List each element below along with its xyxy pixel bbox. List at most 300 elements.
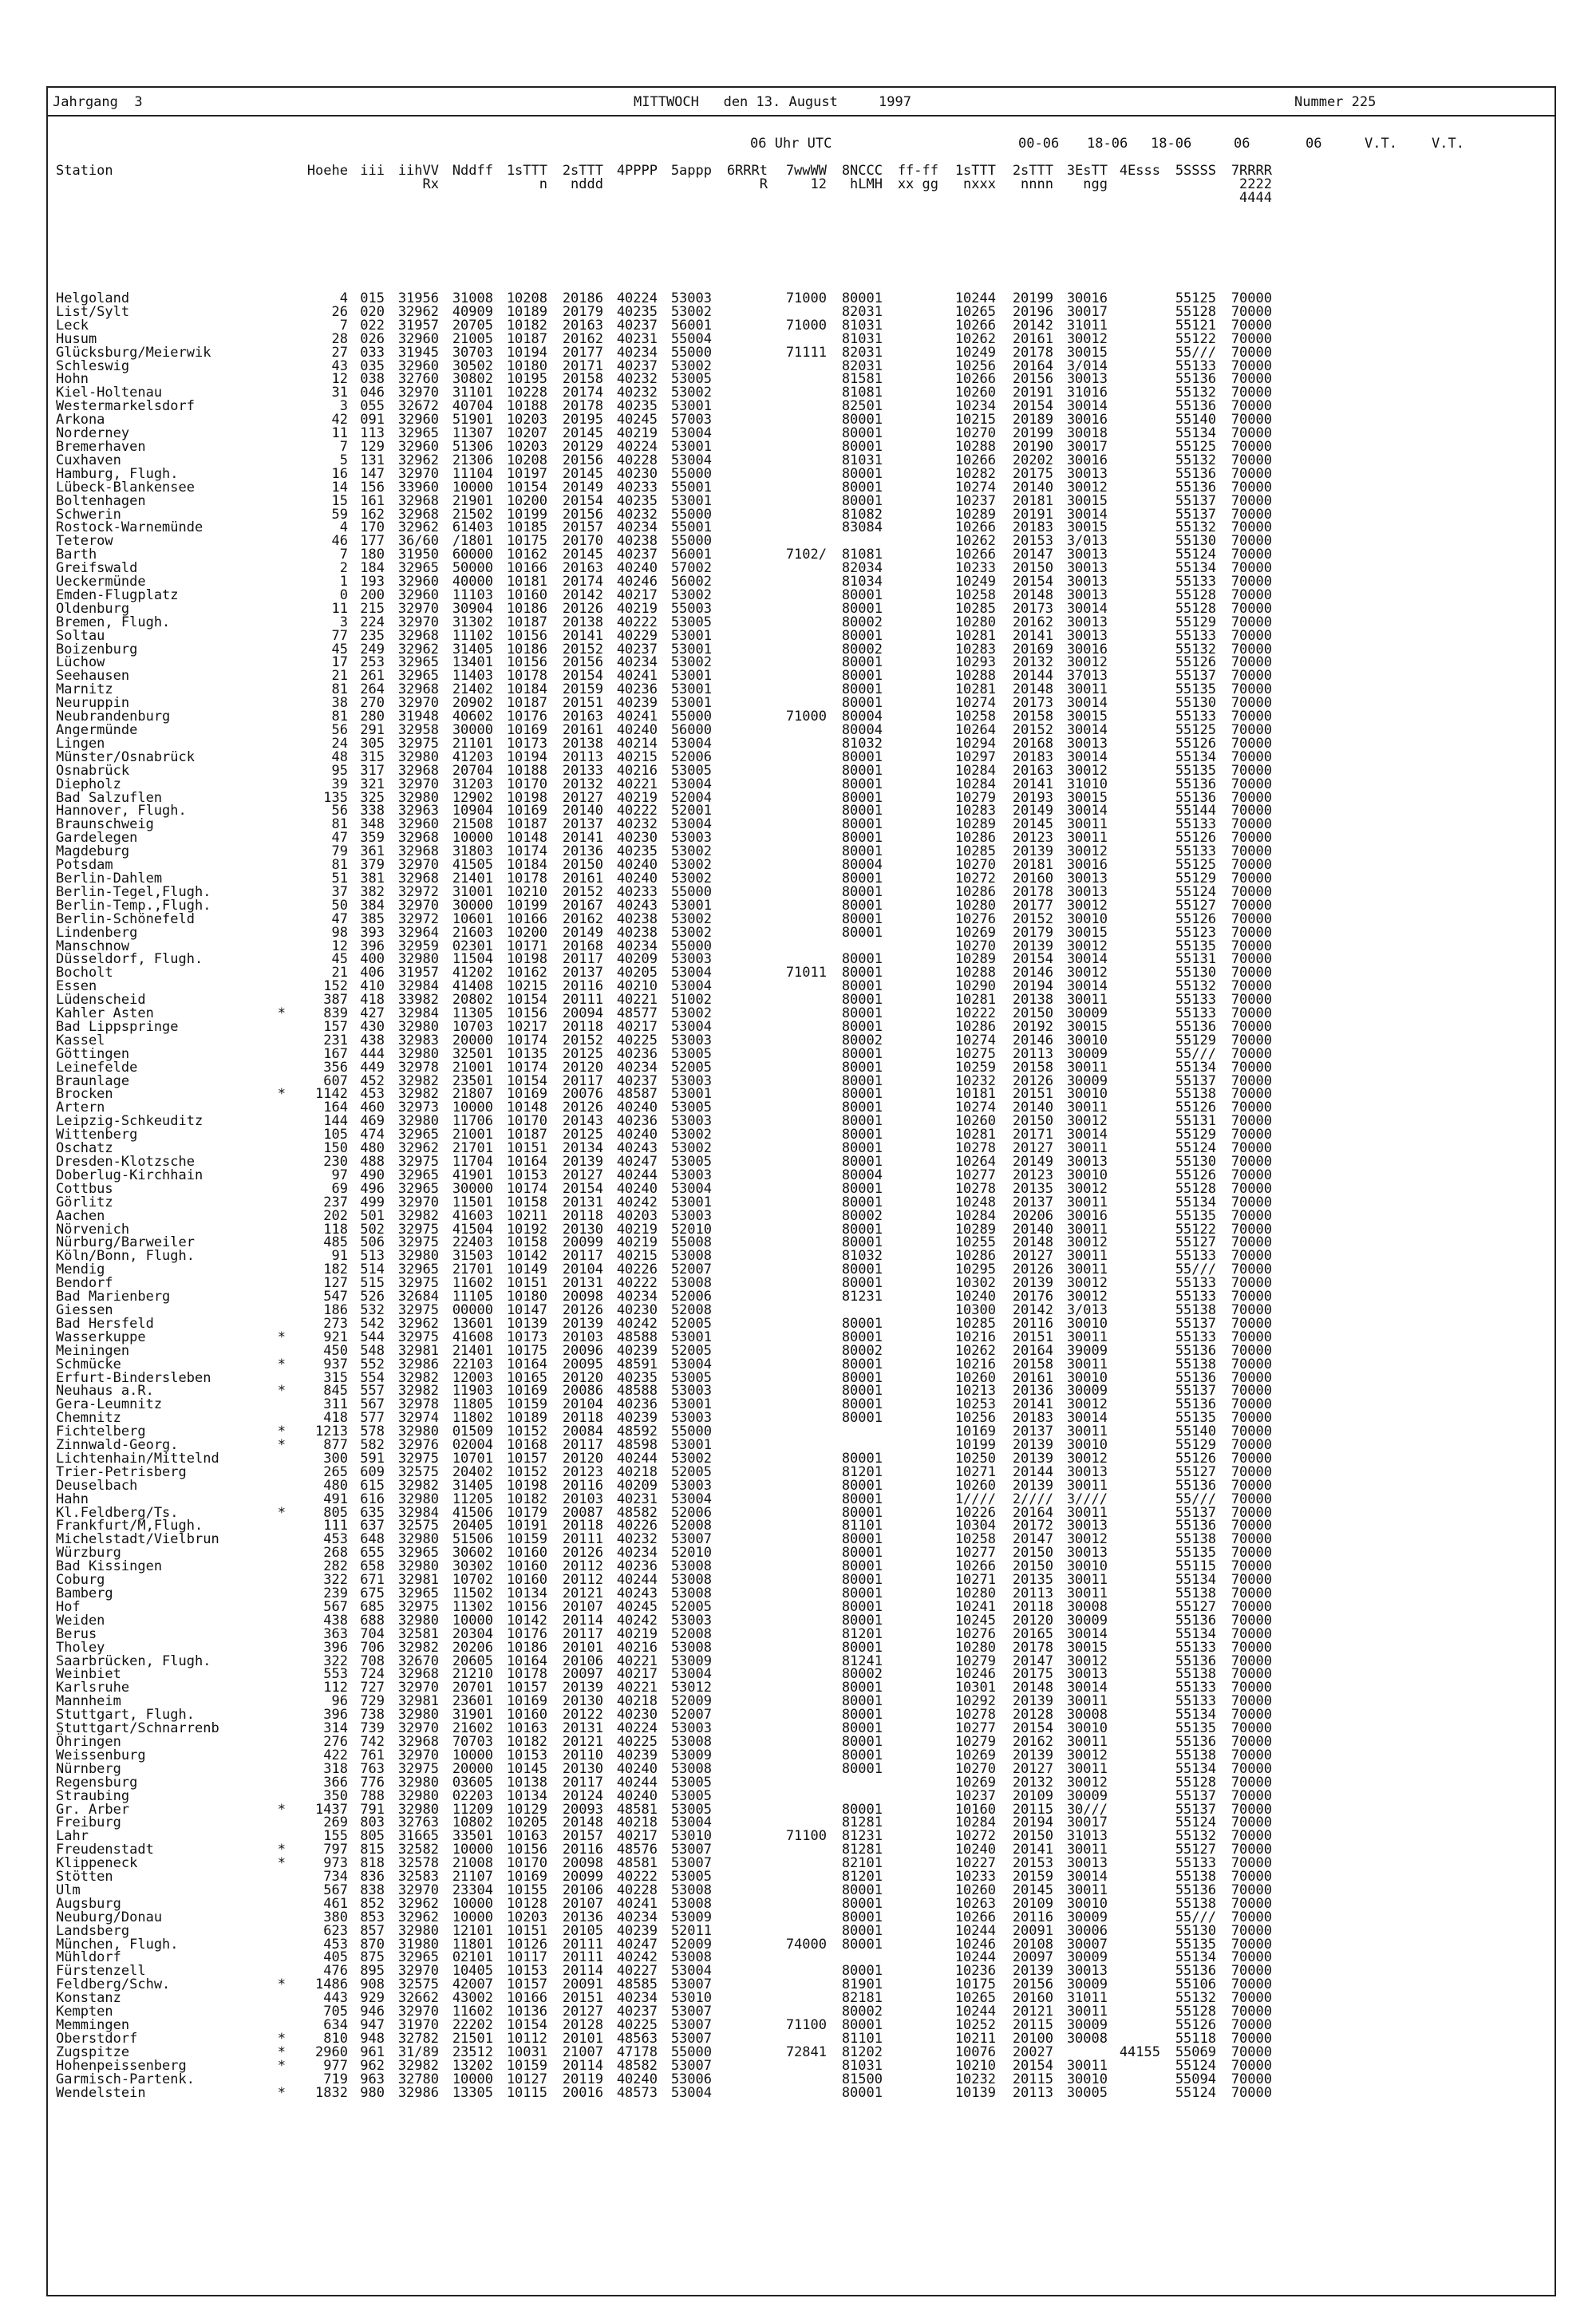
cell-w [768, 643, 827, 657]
cell-r [712, 872, 768, 886]
cell-a: 53007 [670, 2057, 712, 2074]
cell-t4: 20127 [1012, 1760, 1053, 1777]
cell-t3: 10302 [954, 1275, 996, 1292]
cell-a: 53005 [670, 371, 712, 388]
cell-r [712, 859, 768, 872]
cell-a: 53004 [670, 1491, 712, 1507]
cell-ff [883, 656, 938, 669]
cell-t1: 10160 [506, 1558, 547, 1575]
cell-t4: 20115 [1012, 2017, 1053, 2033]
cell-iii: 577 [360, 1410, 385, 1427]
cell-t1: 10169 [506, 1693, 547, 1710]
cell-t3: 10297 [954, 748, 996, 765]
cell-iii: 578 [360, 1424, 385, 1440]
cell-e: 30015 [1066, 709, 1108, 725]
cell-es [1108, 1372, 1160, 1385]
cell-t1: 10162 [506, 547, 547, 563]
cell-hoehe: 12 [331, 371, 348, 388]
cell-s: 55094 [1175, 2071, 1216, 2087]
cell-nddff: 21210 [452, 1666, 493, 1683]
cell-s: 55133 [1175, 1693, 1216, 1710]
station-name [56, 357, 289, 374]
cell-n: 81031 [841, 452, 883, 468]
cell-iii: 557 [360, 1383, 385, 1400]
cell-n: 80002 [841, 2004, 883, 2020]
cell-iihvv: 32973 [397, 1100, 439, 1116]
cell-t2: 20120 [562, 1059, 603, 1076]
cell-e: 30014 [1066, 722, 1108, 738]
cell-t3: 10199 [954, 1437, 996, 1454]
cell-a: 53008 [670, 1895, 712, 1912]
cell-e: 30013 [1066, 547, 1108, 563]
cell-n: 80001 [841, 1383, 883, 1400]
cell-n: 80001 [841, 1720, 883, 1737]
cell-rr: 70000 [1231, 1301, 1272, 1318]
cell-n: 80001 [841, 1477, 883, 1494]
cell-e: 30011 [1066, 1585, 1108, 1601]
cell-hoehe: 112 [323, 1680, 348, 1696]
cell-iihvv: 32975 [397, 1221, 439, 1238]
cell-a: 53002 [670, 1450, 712, 1467]
cell-nddff: 31901 [452, 1707, 493, 1724]
cell-p: 40240 [616, 722, 658, 738]
cell-r [712, 1304, 768, 1317]
cell-s: 55122 [1175, 330, 1216, 347]
cell-r [712, 683, 768, 697]
cell-t1: 10192 [506, 1221, 547, 1238]
cell-hoehe: 48 [331, 748, 348, 765]
cell-t2: 20142 [562, 586, 603, 603]
cell-a: 53003 [670, 290, 712, 306]
cell-s: 55126 [1175, 1167, 1216, 1183]
cell-t3: 10232 [954, 1072, 996, 1089]
cell-n: 80002 [841, 614, 883, 630]
cell-t2: 20107 [562, 1895, 603, 1912]
column-header-nddff [439, 192, 493, 205]
cell-n: 80001 [841, 762, 883, 779]
cell-iii: 055 [360, 398, 385, 415]
cell-rr: 70000 [1231, 2017, 1272, 2033]
cell-t2: 20124 [562, 1787, 603, 1804]
cell-t2: 20163 [562, 709, 603, 725]
cell-s: 55130 [1175, 533, 1216, 550]
cell-a: 53004 [670, 452, 712, 468]
cell-e: 31011 [1066, 1990, 1108, 2007]
cell-rr: 70000 [1231, 830, 1272, 847]
cell-ff [883, 1210, 938, 1223]
mountain-station-mark: * [277, 1005, 286, 1022]
cell-rr: 70000 [1231, 1289, 1272, 1305]
cell-t3: 10290 [954, 978, 996, 995]
uhr-label: 06 Uhr UTC [750, 136, 832, 152]
cell-ff [883, 872, 938, 886]
cell-ff [883, 1978, 938, 1992]
cell-iii: 035 [360, 357, 385, 374]
cell-w: 72841 [785, 2044, 827, 2060]
cell-t4: 20148 [1012, 681, 1053, 698]
cell-t4: 20128 [1012, 1707, 1053, 1724]
station-name-text: Karlsruhe [56, 1680, 130, 1696]
cell-iihvv: 32970 [397, 1747, 439, 1763]
cell-t3: 10279 [954, 1733, 996, 1750]
cell-iihvv: 32975 [397, 1450, 439, 1467]
cell-nddff: 10000 [452, 1895, 493, 1912]
station-name-text: Braunlage [56, 1072, 130, 1089]
cell-ff [883, 993, 938, 1007]
cell-es [1108, 669, 1160, 683]
station-name-text: Würzburg [56, 1545, 121, 1562]
cell-t3: 10260 [954, 1882, 996, 1898]
cell-t1: 10171 [506, 938, 547, 954]
cell-r [712, 1169, 768, 1183]
cell-t4: 20152 [1012, 910, 1053, 927]
cell-p: 40236 [616, 1396, 658, 1413]
cell-es [1108, 2059, 1160, 2073]
cell-a: 53002 [670, 357, 712, 374]
cell-es [1108, 1493, 1160, 1506]
cell-t4: 20158 [1012, 1356, 1053, 1372]
cell-p: 40234 [616, 654, 658, 671]
cell-a: 55001 [670, 479, 712, 496]
column-header-n: 8NCCC [841, 163, 883, 179]
cell-a: 53003 [670, 1072, 712, 1089]
cell-es [1108, 1776, 1160, 1790]
cell-r [712, 845, 768, 859]
cell-iii: 815 [360, 1842, 385, 1858]
cell-w [768, 1048, 827, 1061]
cell-s: 55135 [1175, 762, 1216, 779]
cell-n: 80004 [841, 722, 883, 738]
cell-t4: 20173 [1012, 695, 1053, 712]
cell-nddff: 21101 [452, 735, 493, 752]
cell-ff [883, 1681, 938, 1695]
cell-t2: 20106 [562, 1653, 603, 1669]
cell-t3: 10285 [954, 843, 996, 860]
cell-n: 83084 [841, 519, 883, 536]
cell-t1: 10217 [506, 1018, 547, 1035]
cell-r [712, 1911, 768, 1925]
cell-t2: 20143 [562, 1113, 603, 1130]
cell-ff [883, 1857, 938, 1870]
cell-n: 80001 [841, 1922, 883, 1939]
cell-t1: 10166 [506, 560, 547, 577]
cell-a: 52006 [670, 1504, 712, 1521]
cell-t4: 20109 [1012, 1787, 1053, 1804]
cell-s: 55134 [1175, 1625, 1216, 1642]
cell-w [768, 1681, 827, 1695]
cell-nddff: 10000 [452, 1747, 493, 1763]
column-header-hoehe [289, 192, 348, 205]
cell-hoehe: 230 [323, 1154, 348, 1170]
cell-n [827, 1425, 883, 1439]
cell-t2: 20116 [562, 1477, 603, 1494]
cell-t2: 20174 [562, 574, 603, 590]
cell-a: 53004 [670, 1963, 712, 1980]
cell-r [712, 764, 768, 778]
cell-iihvv: 32980 [397, 1558, 439, 1575]
station-name-text: Glücksburg/Meierwik [56, 344, 211, 361]
cell-t1: 10129 [506, 1801, 547, 1818]
cell-w [768, 1372, 827, 1385]
cell-r [712, 656, 768, 669]
cell-e: 30014 [1066, 978, 1108, 995]
cell-nddff: 11502 [452, 1585, 493, 1601]
cell-r [712, 1223, 768, 1237]
table-row [56, 1790, 1272, 1803]
cell-t4: 20172 [1012, 1518, 1053, 1534]
cell-p: 40236 [616, 1045, 658, 1062]
cell-t3: 10253 [954, 1396, 996, 1413]
cell-t4: 20113 [1012, 1585, 1053, 1601]
cell-hoehe: 42 [331, 412, 348, 428]
cell-s: 55138 [1175, 1531, 1216, 1548]
cell-w [768, 1183, 827, 1196]
cell-p: 40243 [616, 1585, 658, 1601]
cell-s: 55130 [1175, 1922, 1216, 1939]
cell-t3: 10283 [954, 803, 996, 819]
cell-nddff: 10703 [452, 1018, 493, 1035]
station-name-text: Mannheim [56, 1693, 121, 1710]
cell-a: 53008 [670, 1585, 712, 1601]
cell-e: 30011 [1066, 830, 1108, 847]
cell-iihvv: 31/89 [397, 2044, 439, 2060]
cell-t2: 20117 [562, 951, 603, 968]
cell-a: 53002 [670, 924, 712, 941]
cell-rr: 70000 [1231, 1612, 1272, 1629]
cell-hoehe: 51 [331, 870, 348, 887]
cell-p: 40231 [616, 1491, 658, 1507]
cell-e: 30013 [1066, 1855, 1108, 1872]
cell-p: 40232 [616, 816, 658, 833]
cell-t2: 20096 [562, 1342, 603, 1359]
cell-n: 81201 [841, 1463, 883, 1480]
station-name-text: Neubrandenburg [56, 709, 171, 725]
station-name-text: Boizenburg [56, 641, 138, 657]
cell-iii: 400 [360, 951, 385, 968]
cell-w [768, 481, 827, 495]
cell-r [712, 535, 768, 548]
cell-t3: 10240 [954, 1289, 996, 1305]
cell-rr: 70000 [1231, 1680, 1272, 1696]
cell-t1: 10164 [506, 1356, 547, 1372]
cell-rr: 70000 [1231, 1154, 1272, 1170]
cell-iihvv: 32962 [397, 303, 439, 320]
cell-iihvv: 32965 [397, 1545, 439, 1562]
cell-nddff: 21501 [452, 2030, 493, 2047]
cell-hoehe: 167 [323, 1045, 348, 1062]
cell-w [768, 1708, 827, 1722]
cell-nddff: 10601 [452, 910, 493, 927]
cell-p: 40209 [616, 951, 658, 968]
cell-p: 48581 [616, 1855, 658, 1872]
cell-e: 30011 [1066, 1733, 1108, 1750]
cell-es [1108, 1897, 1160, 1911]
cell-iii: 554 [360, 1369, 385, 1386]
column-header-p [603, 178, 658, 192]
cell-es [1108, 1506, 1160, 1520]
cell-t4: 20154 [1012, 2057, 1053, 2074]
station-name-text: Bad Lippspringe [56, 1018, 179, 1035]
cell-a: 53001 [670, 1437, 712, 1454]
cell-s: 55125 [1175, 290, 1216, 306]
cell-n: 82031 [841, 303, 883, 320]
cell-n: 80001 [841, 1005, 883, 1022]
mountain-station-mark: * [277, 1855, 286, 1872]
cell-nddff: 11205 [452, 1491, 493, 1507]
cell-w [768, 1911, 827, 1925]
cell-ff [883, 1223, 938, 1237]
cell-ff [883, 899, 938, 913]
cell-e: 30009 [1066, 1383, 1108, 1400]
cell-t3: 10289 [954, 506, 996, 523]
cell-a: 53001 [670, 641, 712, 657]
cell-t3: 10289 [954, 816, 996, 833]
cell-ff [883, 1263, 938, 1277]
cell-iihvv: 32970 [397, 614, 439, 630]
cell-r [712, 993, 768, 1007]
cell-nddff: 22103 [452, 1356, 493, 1372]
cell-s: 55124 [1175, 1140, 1216, 1157]
cell-rr: 70000 [1231, 1545, 1272, 1562]
cell-w [768, 468, 827, 481]
column-header-t4: nnnn [1021, 176, 1053, 192]
cell-ff [883, 1169, 938, 1183]
cell-rr: 70000 [1231, 1990, 1272, 2007]
cell-n: 80001 [841, 1221, 883, 1238]
cell-ff [883, 1493, 938, 1506]
cell-nddff: 11805 [452, 1396, 493, 1413]
cell-w [768, 656, 827, 669]
cell-n: 80001 [841, 290, 883, 306]
cell-r [712, 804, 768, 818]
cell-es [1108, 1614, 1160, 1628]
cell-t3: 10266 [954, 519, 996, 536]
column-header-ff: xx gg [897, 176, 938, 192]
cell-hoehe: 314 [323, 1720, 348, 1737]
cell-p: 40240 [616, 1127, 658, 1143]
cell-t3: 10286 [954, 1248, 996, 1265]
cell-nddff: 11706 [452, 1113, 493, 1130]
station-name-text: Gera-Leumnitz [56, 1396, 163, 1413]
cell-e: 37013 [1066, 668, 1108, 685]
cell-t2: 20171 [562, 357, 603, 374]
station-name-text: Nürnberg [56, 1760, 121, 1777]
cell-es [1108, 495, 1160, 508]
cell-hoehe: 268 [323, 1545, 348, 1562]
cell-t4: 20139 [1012, 1275, 1053, 1292]
cell-rr: 70000 [1231, 1531, 1272, 1548]
cell-t2: 20126 [562, 1100, 603, 1116]
cell-p: 40225 [616, 2017, 658, 2033]
cell-r [712, 481, 768, 495]
cell-rr: 70000 [1231, 344, 1272, 361]
cell-n: 80001 [841, 1895, 883, 1912]
cell-s: 55132 [1175, 1828, 1216, 1845]
cell-e: 30013 [1066, 465, 1108, 482]
cell-s: 55135 [1175, 1207, 1216, 1224]
cell-e: 30011 [1066, 1356, 1108, 1372]
cell-t2: 20113 [562, 748, 603, 765]
cell-rr: 70000 [1231, 1262, 1272, 1278]
cell-r [712, 400, 768, 413]
cell-t1: 10186 [506, 641, 547, 657]
cell-n: 80001 [841, 695, 883, 712]
cell-hoehe: 438 [323, 1612, 348, 1629]
cell-hoehe: 11 [331, 600, 348, 617]
cell-n: 80001 [841, 1760, 883, 1777]
cell-s: 55121 [1175, 317, 1216, 334]
column-header-t2: nddd [571, 176, 603, 192]
cell-nddff: 10701 [452, 1450, 493, 1467]
cell-e: 30014 [1066, 951, 1108, 968]
cell-rr: 70000 [1231, 1922, 1272, 1939]
cell-rr: 70000 [1231, 668, 1272, 685]
cell-w [768, 1277, 827, 1290]
station-name-text: Kl.Feldberg/Ts. [56, 1504, 179, 1521]
cell-es [1108, 1452, 1160, 1466]
cell-es [1108, 1236, 1160, 1250]
cell-a: 53004 [670, 425, 712, 442]
cell-iii: 162 [360, 506, 385, 523]
cell-rr: 70000 [1231, 1140, 1272, 1157]
cell-e: 30011 [1066, 2004, 1108, 2020]
cell-t1: 10207 [506, 425, 547, 442]
station-name-text: Angermünde [56, 722, 138, 738]
cell-t1: 10170 [506, 776, 547, 792]
cell-n: 80001 [841, 748, 883, 765]
cell-t2: 20127 [562, 789, 603, 806]
cell-hoehe: 4 [339, 290, 348, 306]
cell-a: 53007 [670, 1842, 712, 1858]
cell-a: 56002 [670, 574, 712, 590]
cell-es [1108, 1088, 1160, 1101]
cell-hoehe: 21 [331, 965, 348, 981]
station-name-text: Feldberg/Schw. [56, 1976, 171, 1993]
cell-t3: 10269 [954, 1747, 996, 1763]
cell-ff [883, 1048, 938, 1061]
cell-es [1108, 1736, 1160, 1749]
column-header-ff [883, 192, 938, 205]
cell-n: 80001 [841, 789, 883, 806]
table-row [56, 1641, 1272, 1655]
cell-n: 80001 [841, 1100, 883, 1116]
cell-t4: 20142 [1012, 1301, 1053, 1318]
cell-t2: 20149 [562, 924, 603, 941]
cell-a: 53004 [670, 1018, 712, 1035]
cell-t2: 20118 [562, 1207, 603, 1224]
cell-hoehe: 318 [323, 1760, 348, 1777]
cell-w [768, 413, 827, 427]
cell-iii: 156 [360, 479, 385, 496]
cell-w [768, 1965, 827, 1978]
cell-w [768, 940, 827, 954]
cell-p: 48591 [616, 1356, 658, 1372]
cell-ff [883, 1250, 938, 1263]
column-header-s [1160, 178, 1216, 192]
cell-a: 53002 [670, 586, 712, 603]
cell-hoehe: 3 [339, 614, 348, 630]
cell-es [1108, 562, 1160, 575]
cell-es [1108, 778, 1160, 792]
cell-ff [883, 859, 938, 872]
cell-ff [883, 966, 938, 980]
cell-rr: 70000 [1231, 735, 1272, 752]
cell-iii: 675 [360, 1585, 385, 1601]
cell-r [712, 575, 768, 589]
cell-p: 40242 [616, 1315, 658, 1332]
cell-t3: 10236 [954, 1963, 996, 1980]
cell-nddff: 13202 [452, 2057, 493, 2074]
